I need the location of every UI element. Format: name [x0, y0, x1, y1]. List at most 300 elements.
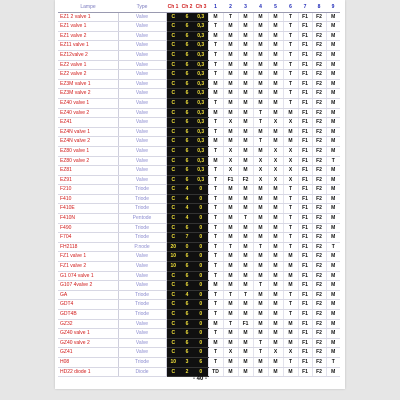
- pin-1-value: T: [208, 98, 223, 108]
- ch1-value: C: [166, 300, 180, 310]
- header-pin-5: 5: [268, 3, 283, 12]
- ch1-value: C: [166, 338, 180, 348]
- pin-9-value: M: [326, 329, 340, 339]
- pin-6-value: T: [283, 242, 298, 252]
- pin-1-value: T: [208, 204, 223, 214]
- pin-1-value: T: [208, 290, 223, 300]
- pin-5-value: M: [268, 223, 283, 233]
- pin-9-value: M: [326, 166, 340, 176]
- pin-4-value: M: [253, 31, 268, 41]
- pin-6-value: T: [283, 12, 298, 22]
- ch2-value: 7: [180, 233, 194, 243]
- pin-6-value: T: [283, 204, 298, 214]
- pin-2-value: M: [223, 79, 238, 89]
- ch2-value: 6: [180, 252, 194, 262]
- table-row: [58, 290, 340, 300]
- ch1-value: C: [166, 319, 180, 329]
- pin-7-value: F1: [298, 214, 312, 224]
- pin-3-value: M: [238, 367, 253, 377]
- ch1-value: C: [166, 271, 180, 281]
- pin-5-value: M: [268, 338, 283, 348]
- pin-5-value: M: [268, 50, 283, 60]
- pin-4-value: M: [253, 214, 268, 224]
- pin-2-value: M: [223, 357, 238, 367]
- pin-4-value: M: [253, 300, 268, 310]
- header-pin-4: 4: [253, 3, 268, 12]
- lamp-name: GZ32: [58, 319, 118, 329]
- pin-7-value: F1: [298, 89, 312, 99]
- lamp-name: GZ40 valve 1: [58, 329, 118, 339]
- pin-7-value: F1: [298, 70, 312, 80]
- header-row: [58, 3, 340, 12]
- table-row: [58, 89, 340, 99]
- table-row: [58, 300, 340, 310]
- pin-7-value: F1: [298, 166, 312, 176]
- ch1-value: C: [166, 89, 180, 99]
- lamp-type: Valve: [118, 262, 166, 272]
- pin-5-value: M: [268, 262, 283, 272]
- pin-4-value: M: [253, 98, 268, 108]
- pin-2-value: M: [223, 214, 238, 224]
- lamp-name: HD22 diode 1: [58, 367, 118, 377]
- pin-7-value: F1: [298, 12, 312, 22]
- pin-9-value: M: [326, 22, 340, 32]
- pin-3-value: M: [238, 338, 253, 348]
- ch1-value: C: [166, 310, 180, 320]
- pin-3-value: M: [238, 204, 253, 214]
- pin-6-value: T: [283, 185, 298, 195]
- ch3-value: 0,3: [194, 98, 208, 108]
- pin-5-value: M: [268, 367, 283, 377]
- pin-8-value: F2: [312, 242, 326, 252]
- pin-1-value: T: [208, 41, 223, 51]
- table-row: [58, 12, 340, 22]
- ch3-value: 0: [194, 262, 208, 272]
- pin-4-value: M: [253, 204, 268, 214]
- table-row: [58, 31, 340, 41]
- pin-5-value: M: [268, 70, 283, 80]
- pin-6-value: T: [283, 98, 298, 108]
- pin-3-value: M: [238, 271, 253, 281]
- pin-7-value: F1: [298, 281, 312, 291]
- pin-5-value: M: [268, 357, 283, 367]
- lamp-type: Triode: [118, 310, 166, 320]
- pin-3-value: M: [238, 118, 253, 128]
- ch2-value: 6: [180, 60, 194, 70]
- pin-1-value: M: [208, 108, 223, 118]
- pin-6-value: T: [283, 22, 298, 32]
- pin-1-value: M: [208, 281, 223, 291]
- pin-4-value: M: [253, 60, 268, 70]
- pin-3-value: M: [238, 146, 253, 156]
- pin-3-value: M: [238, 108, 253, 118]
- ch3-value: 0,3: [194, 70, 208, 80]
- lamp-type: Valve: [118, 60, 166, 70]
- pin-9-value: M: [326, 223, 340, 233]
- pin-8-value: F2: [312, 281, 326, 291]
- lamp-name: EZ40 valve 1: [58, 98, 118, 108]
- pin-3-value: M: [238, 185, 253, 195]
- pin-2-value: T: [223, 242, 238, 252]
- pin-9-value: M: [326, 194, 340, 204]
- pin-4-value: T: [253, 348, 268, 358]
- pin-1-value: M: [208, 156, 223, 166]
- lamp-name: F210: [58, 185, 118, 195]
- table-body: [58, 12, 340, 377]
- lamp-name: F410: [58, 194, 118, 204]
- ch2-value: 6: [180, 118, 194, 128]
- pin-3-value: M: [238, 357, 253, 367]
- table-row: [58, 242, 340, 252]
- pin-8-value: F2: [312, 233, 326, 243]
- lamp-name: EZ80 valve 2: [58, 156, 118, 166]
- ch1-value: 10: [166, 357, 180, 367]
- ch3-value: 0: [194, 300, 208, 310]
- pin-9-value: M: [326, 281, 340, 291]
- pin-2-value: M: [223, 60, 238, 70]
- pin-3-value: M: [238, 50, 253, 60]
- pin-8-value: F2: [312, 12, 326, 22]
- pin-2-value: M: [223, 31, 238, 41]
- ch1-value: C: [166, 194, 180, 204]
- pin-8-value: F2: [312, 79, 326, 89]
- pin-9-value: M: [326, 348, 340, 358]
- valve-pin-table: [58, 3, 340, 377]
- pin-9-value: M: [326, 146, 340, 156]
- table-row: [58, 319, 340, 329]
- pin-8-value: F2: [312, 22, 326, 32]
- lamp-type: Valve: [118, 127, 166, 137]
- pin-5-value: M: [268, 185, 283, 195]
- pin-4-value: T: [253, 118, 268, 128]
- pin-5-value: M: [268, 79, 283, 89]
- header-ch2: Ch 2: [180, 3, 194, 12]
- pin-8-value: F2: [312, 50, 326, 60]
- lamp-type: Valve: [118, 79, 166, 89]
- pin-3-value: M: [238, 79, 253, 89]
- pin-3-value: M: [238, 281, 253, 291]
- pin-7-value: F1: [298, 242, 312, 252]
- table-row: [58, 60, 340, 70]
- pin-7-value: F1: [298, 175, 312, 185]
- pin-1-value: M: [208, 31, 223, 41]
- pin-6-value: T: [283, 41, 298, 51]
- pin-3-value: M: [238, 89, 253, 99]
- lamp-type: Valve: [118, 108, 166, 118]
- pin-5-value: M: [268, 108, 283, 118]
- pin-6-value: T: [283, 233, 298, 243]
- pin-1-value: T: [208, 271, 223, 281]
- pin-1-value: T: [208, 146, 223, 156]
- pin-3-value: M: [238, 98, 253, 108]
- lamp-name: GDT4B: [58, 310, 118, 320]
- ch2-value: 3: [180, 357, 194, 367]
- pin-9-value: M: [326, 338, 340, 348]
- pin-8-value: F2: [312, 70, 326, 80]
- pin-4-value: M: [253, 357, 268, 367]
- pin-4-value: M: [253, 12, 268, 22]
- pin-8-value: F2: [312, 357, 326, 367]
- ch1-value: C: [166, 79, 180, 89]
- pin-3-value: F2: [238, 175, 253, 185]
- pin-5-value: M: [268, 204, 283, 214]
- lamp-type: Valve: [118, 175, 166, 185]
- pin-5-value: X: [268, 348, 283, 358]
- lamp-type: Pentode: [118, 214, 166, 224]
- pin-4-value: X: [253, 156, 268, 166]
- lamp-name: FZ1 valve 2: [58, 262, 118, 272]
- pin-9-value: M: [326, 127, 340, 137]
- header-lampe: Lampe: [58, 3, 118, 12]
- pin-2-value: M: [223, 271, 238, 281]
- pin-3-value: M: [238, 41, 253, 51]
- table-row: [58, 79, 340, 89]
- pin-4-value: M: [253, 262, 268, 272]
- pin-1-value: T: [208, 329, 223, 339]
- ch3-value: 0,3: [194, 89, 208, 99]
- pin-5-value: X: [268, 156, 283, 166]
- pin-2-value: F1: [223, 175, 238, 185]
- pin-9-value: T: [326, 357, 340, 367]
- ch3-value: 0,3: [194, 60, 208, 70]
- pin-9-value: M: [326, 89, 340, 99]
- ch2-value: 6: [180, 175, 194, 185]
- ch3-value: 0: [194, 310, 208, 320]
- ch1-value: 20: [166, 242, 180, 252]
- pin-1-value: T: [208, 348, 223, 358]
- ch3-value: 0: [194, 252, 208, 262]
- pin-8-value: F2: [312, 329, 326, 339]
- pin-1-value: T: [208, 175, 223, 185]
- pin-8-value: F2: [312, 156, 326, 166]
- pin-9-value: M: [326, 319, 340, 329]
- pin-6-value: M: [283, 319, 298, 329]
- ch1-value: C: [166, 70, 180, 80]
- pin-5-value: M: [268, 22, 283, 32]
- pin-4-value: M: [253, 223, 268, 233]
- pin-7-value: F1: [298, 60, 312, 70]
- pin-1-value: T: [208, 185, 223, 195]
- ch1-value: C: [166, 281, 180, 291]
- pin-8-value: F2: [312, 108, 326, 118]
- pin-9-value: M: [326, 214, 340, 224]
- pin-9-value: M: [326, 12, 340, 22]
- pin-1-value: M: [208, 89, 223, 99]
- ch3-value: 0,3: [194, 127, 208, 137]
- pin-6-value: T: [283, 50, 298, 60]
- pin-5-value: M: [268, 242, 283, 252]
- pin-4-value: M: [253, 252, 268, 262]
- ch1-value: C: [166, 223, 180, 233]
- pin-5-value: M: [268, 252, 283, 262]
- pin-6-value: X: [283, 146, 298, 156]
- lamp-name: EZ80 valve 1: [58, 146, 118, 156]
- lamp-name: F410N: [58, 214, 118, 224]
- pin-7-value: F1: [298, 338, 312, 348]
- pin-6-value: T: [283, 300, 298, 310]
- pin-8-value: F2: [312, 204, 326, 214]
- pin-9-value: M: [326, 50, 340, 60]
- pin-8-value: F2: [312, 118, 326, 128]
- lamp-name: EZ2 valve 1: [58, 60, 118, 70]
- pin-1-value: M: [208, 79, 223, 89]
- pin-1-value: T: [208, 357, 223, 367]
- ch3-value: 0: [194, 271, 208, 281]
- lamp-name: F704: [58, 233, 118, 243]
- ch3-value: 0,3: [194, 50, 208, 60]
- ch3-value: 0: [194, 223, 208, 233]
- pin-6-value: X: [283, 175, 298, 185]
- pin-4-value: M: [253, 70, 268, 80]
- pin-4-value: M: [253, 185, 268, 195]
- ch1-value: C: [166, 367, 180, 377]
- pin-3-value: M: [238, 70, 253, 80]
- pin-9-value: M: [326, 98, 340, 108]
- pin-2-value: X: [223, 348, 238, 358]
- pin-7-value: F1: [298, 31, 312, 41]
- pin-8-value: F2: [312, 290, 326, 300]
- pin-2-value: M: [223, 223, 238, 233]
- pin-2-value: M: [223, 41, 238, 51]
- pin-4-value: M: [253, 146, 268, 156]
- table-row: [58, 127, 340, 137]
- pin-8-value: F2: [312, 60, 326, 70]
- pin-1-value: T: [208, 233, 223, 243]
- lamp-type: Valve: [118, 338, 166, 348]
- pin-9-value: M: [326, 185, 340, 195]
- pin-9-value: M: [326, 300, 340, 310]
- ch1-value: C: [166, 50, 180, 60]
- pin-8-value: F2: [312, 185, 326, 195]
- table-row: [58, 357, 340, 367]
- ch1-value: C: [166, 60, 180, 70]
- lamp-type: Triode: [118, 357, 166, 367]
- ch1-value: C: [166, 329, 180, 339]
- pin-6-value: T: [283, 223, 298, 233]
- ch1-value: C: [166, 146, 180, 156]
- pin-7-value: F1: [298, 310, 312, 320]
- pin-3-value: M: [238, 300, 253, 310]
- pin-7-value: F1: [298, 22, 312, 32]
- pin-9-value: M: [326, 41, 340, 51]
- pin-6-value: X: [283, 156, 298, 166]
- ch2-value: 6: [180, 137, 194, 147]
- pin-2-value: M: [223, 338, 238, 348]
- pin-8-value: F2: [312, 98, 326, 108]
- pin-8-value: F2: [312, 319, 326, 329]
- pin-8-value: F2: [312, 252, 326, 262]
- lamp-type: Triode: [118, 290, 166, 300]
- pin-2-value: M: [223, 300, 238, 310]
- pin-3-value: M: [238, 223, 253, 233]
- pin-6-value: M: [283, 338, 298, 348]
- lamp-name: EZ3M valve 1: [58, 79, 118, 89]
- pin-1-value: M: [208, 338, 223, 348]
- pin-1-value: T: [208, 262, 223, 272]
- lamp-name: EZ3M valve 2: [58, 89, 118, 99]
- table-row: [58, 175, 340, 185]
- pin-1-value: M: [208, 12, 223, 22]
- header-pin-2: 2: [223, 3, 238, 12]
- ch2-value: 6: [180, 338, 194, 348]
- pin-2-value: M: [223, 70, 238, 80]
- pin-3-value: M: [238, 233, 253, 243]
- pin-4-value: M: [253, 127, 268, 137]
- table-row: [58, 137, 340, 147]
- ch2-value: 6: [180, 281, 194, 291]
- lamp-type: Valve: [118, 22, 166, 32]
- ch3-value: 6: [194, 357, 208, 367]
- header-pin-3: 3: [238, 3, 253, 12]
- table-row: [58, 98, 340, 108]
- pin-1-value: T: [208, 127, 223, 137]
- header-pin-7: 7: [298, 3, 312, 12]
- table-row: [58, 223, 340, 233]
- table-row: [58, 194, 340, 204]
- header-type: Type: [118, 3, 166, 12]
- pin-1-value: M: [208, 319, 223, 329]
- pin-5-value: X: [268, 175, 283, 185]
- ch2-value: 6: [180, 319, 194, 329]
- table-row: [58, 310, 340, 320]
- ch3-value: 0: [194, 281, 208, 291]
- pin-4-value: M: [253, 233, 268, 243]
- pin-5-value: M: [268, 60, 283, 70]
- pin-4-value: M: [253, 329, 268, 339]
- pin-6-value: T: [283, 31, 298, 41]
- lamp-name: FZ1 valve 1: [58, 252, 118, 262]
- pin-5-value: M: [268, 300, 283, 310]
- lamp-type: Valve: [118, 329, 166, 339]
- table-row: [58, 146, 340, 156]
- pin-5-value: M: [268, 41, 283, 51]
- lamp-name: F410E: [58, 204, 118, 214]
- pin-9-value: M: [326, 118, 340, 128]
- pin-5-value: M: [268, 290, 283, 300]
- ch3-value: 0: [194, 204, 208, 214]
- pin-6-value: M: [283, 127, 298, 137]
- pin-1-value: T: [208, 22, 223, 32]
- ch3-value: 0,3: [194, 12, 208, 22]
- ch2-value: 6: [180, 108, 194, 118]
- pin-1-value: T: [208, 223, 223, 233]
- pin-1-value: T: [208, 252, 223, 262]
- pin-9-value: M: [326, 60, 340, 70]
- pin-3-value: M: [238, 348, 253, 358]
- ch2-value: 6: [180, 156, 194, 166]
- pin-2-value: M: [223, 367, 238, 377]
- ch2-value: 6: [180, 127, 194, 137]
- lamp-type: Valve: [118, 12, 166, 22]
- table-row: [58, 166, 340, 176]
- pin-2-value: X: [223, 166, 238, 176]
- ch1-value: C: [166, 185, 180, 195]
- pin-6-value: X: [283, 348, 298, 358]
- pin-2-value: M: [223, 22, 238, 32]
- pin-5-value: M: [268, 329, 283, 339]
- pin-2-value: M: [223, 108, 238, 118]
- pin-6-value: M: [283, 281, 298, 291]
- ch2-value: 4: [180, 214, 194, 224]
- pin-6-value: T: [283, 214, 298, 224]
- pin-8-value: F2: [312, 338, 326, 348]
- pin-6-value: M: [283, 367, 298, 377]
- pin-5-value: M: [268, 214, 283, 224]
- ch1-value: C: [166, 233, 180, 243]
- pin-6-value: M: [283, 108, 298, 118]
- lamp-type: Valve: [118, 137, 166, 147]
- pin-8-value: F2: [312, 89, 326, 99]
